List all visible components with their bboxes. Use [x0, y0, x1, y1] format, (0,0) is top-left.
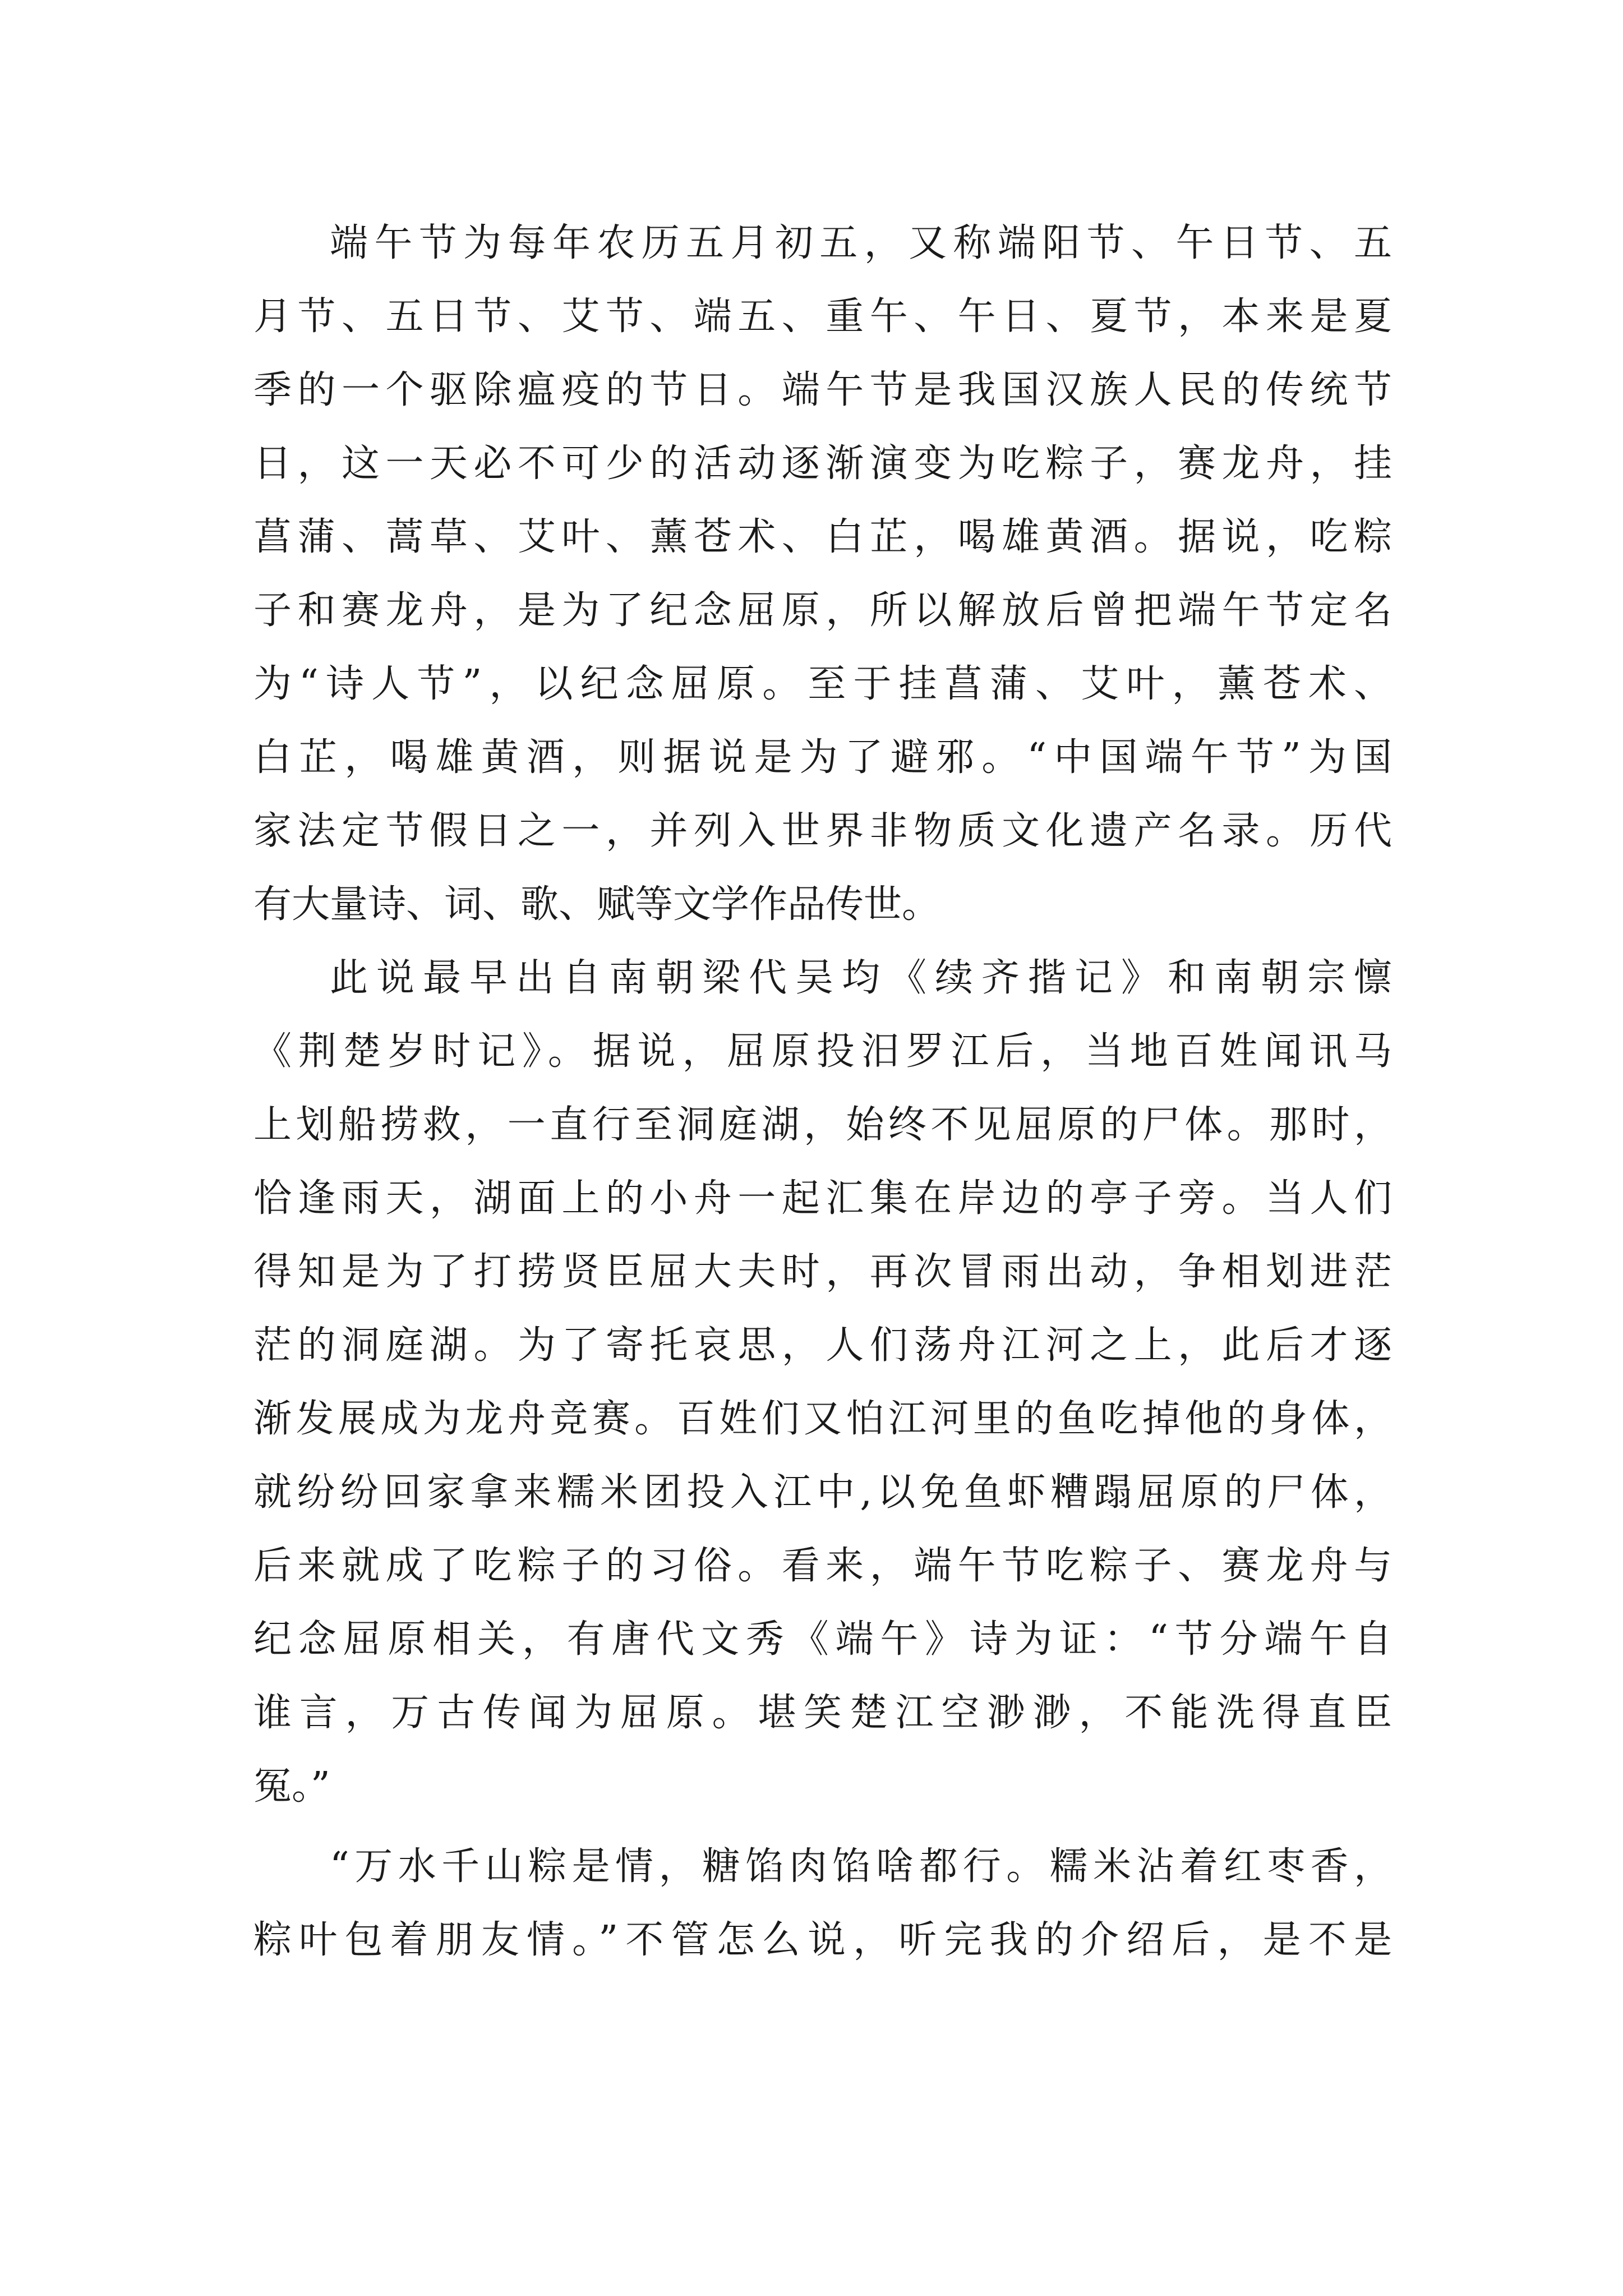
paragraph-line: 谁言，万古传闻为屈原。堪笑楚江空渺渺，不能洗得直臣 — [253, 1691, 1392, 1735]
paragraph-line: 就纷纷回家拿来糯米团投入江中,以免鱼虾糟蹋屈原的尸体， — [253, 1470, 1392, 1515]
paragraph-line: 纪念屈原相关，有唐代文秀《端午》诗为证：“节分端午自 — [253, 1617, 1392, 1662]
paragraph-line: 家法定节假日之一，并列入世界非物质文化遗产名录。历代 — [253, 809, 1392, 853]
paragraph-line: 冤。” — [253, 1764, 330, 1809]
paragraph-2 — [253, 941, 1392, 1823]
paragraph-line: 恰逢雨天，湖面上的小舟一起汇集在岸边的亭子旁。当人们 — [253, 1176, 1392, 1221]
paragraph-line: 上划船捞救，一直行至洞庭湖，始终不见屈原的尸体。那时， — [253, 1103, 1392, 1147]
paragraph-line: 为“诗人节”，以纪念屈原。至于挂菖蒲、艾叶，薰苍术、 — [253, 662, 1392, 706]
paragraph-line: 季的一个驱除瘟疫的节日。端午节是我国汉族人民的传统节 — [253, 368, 1392, 412]
paragraph-line: 月节、五日节、艾节、端五、重午、午日、夏节，本来是夏 — [253, 295, 1392, 339]
paragraph-line: 《荆楚岁时记》。据说，屈原投汨罗江后，当地百姓闻讯马 — [253, 1029, 1392, 1074]
paragraph-3 — [253, 1830, 1392, 1977]
paragraph-line: 子和赛龙舟，是为了纪念屈原，所以解放后曾把端午节定名 — [253, 588, 1392, 633]
paragraph-line: 后来就成了吃粽子的习俗。看来，端午节吃粽子、赛龙舟与 — [253, 1544, 1392, 1588]
paragraph-line: 日，这一天必不可少的活动逐渐演变为吃粽子，赛龙舟，挂 — [253, 441, 1392, 486]
paragraph-line: “万水千山粽是情，糖馅肉馅啥都行。糯米沾着红枣香， — [330, 1844, 1392, 1889]
paragraph-line: 茫的洞庭湖。为了寄托哀思，人们荡舟江河之上，此后才逐 — [253, 1323, 1392, 1368]
paragraph-line: 粽叶包着朋友情。”不管怎么说，听完我的介绍后，是不是 — [253, 1918, 1392, 1962]
paragraph-line: 此说最早出自南朝梁代吴均《续齐揩记》和南朝宗懔 — [330, 956, 1392, 1000]
paragraph-line: 渐发展成为龙舟竞赛。百姓们又怕江河里的鱼吃掉他的身体， — [253, 1397, 1392, 1441]
paragraph-line: 有大量诗、词、歌、赋等文学作品传世。 — [253, 882, 940, 927]
paragraph-line: 白芷，喝雄黄酒，则据说是为了避邪。“中国端午节”为国 — [253, 735, 1392, 780]
paragraph-line: 端午节为每年农历五月初五，又称端阳节、午日节、五 — [330, 221, 1392, 265]
paragraph-1 — [253, 206, 1392, 941]
document-body — [253, 206, 1392, 1977]
paragraph-line: 菖蒲、蒿草、艾叶、薰苍术、白芷，喝雄黄酒。据说，吃粽 — [253, 515, 1392, 559]
paragraph-line: 得知是为了打捞贤臣屈大夫时，再次冒雨出动，争相划进茫 — [253, 1250, 1392, 1294]
paragraph-gap — [253, 1823, 1392, 1830]
